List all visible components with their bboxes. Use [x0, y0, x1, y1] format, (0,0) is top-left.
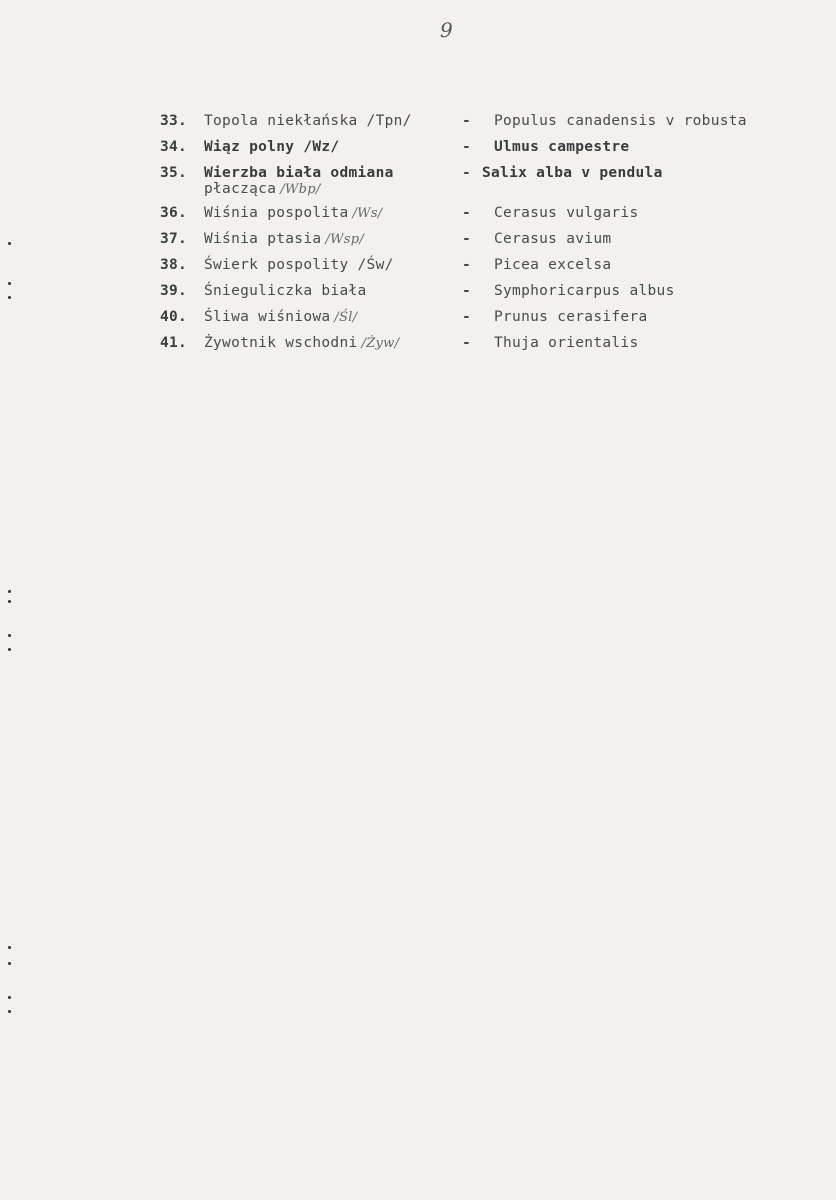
margin-speck: [8, 648, 11, 651]
handwritten-code: /Ws/: [352, 206, 383, 221]
margin-speck: [8, 996, 11, 999]
list-item-41: [160, 330, 800, 356]
latin-name: Salix alba v pendula: [482, 165, 663, 181]
handwritten-code: /Wbp/: [280, 182, 321, 197]
entry-number: 35.: [160, 165, 188, 181]
polish-name: Wierzba biała odmiana: [204, 165, 394, 181]
latin-name: Thuja orientalis: [494, 335, 639, 351]
list-item-34: [160, 134, 800, 160]
handwritten-code: /Żyw/: [361, 336, 400, 351]
entry-number: 40.: [160, 309, 188, 325]
latin-name: Ulmus campestre: [494, 139, 630, 155]
species-list: [160, 108, 800, 356]
polish-name: Śnieguliczka biała: [204, 283, 367, 299]
separator-dash: -: [462, 283, 472, 299]
latin-name: Symphoricarpus albus: [494, 283, 675, 299]
list-item-36: [160, 200, 800, 226]
entry-number: 38.: [160, 257, 188, 273]
separator-dash: -: [462, 335, 472, 351]
polish-name-line2: [204, 176, 321, 203]
list-item-37: [160, 226, 800, 252]
margin-speck: [8, 1010, 11, 1013]
polish-name: Topola niekłańska /Tpn/: [204, 113, 412, 129]
list-item-38: [160, 252, 800, 278]
separator-dash: -: [462, 139, 472, 155]
entry-number: 41.: [160, 335, 188, 351]
margin-speck: [8, 946, 11, 949]
list-item-40: [160, 304, 800, 330]
separator-dash: -: [462, 165, 472, 181]
polish-name-continuation: płacząca: [204, 181, 277, 197]
polish-name-group: [204, 200, 382, 227]
margin-speck: [8, 282, 11, 285]
polish-name-group: [204, 330, 399, 357]
separator-dash: -: [462, 231, 472, 247]
page-number: 9: [440, 18, 453, 42]
margin-speck: [8, 242, 11, 245]
entry-number: 39.: [160, 283, 188, 299]
list-item-33: [160, 108, 800, 134]
margin-speck: [8, 962, 11, 965]
polish-name: Śliwa wiśniowa: [204, 309, 331, 325]
polish-name: Wiśnia pospolita: [204, 205, 349, 221]
separator-dash: -: [462, 205, 472, 221]
margin-speck: [8, 296, 11, 299]
polish-name: Żywotnik wschodni: [204, 335, 358, 351]
handwritten-code: /Śl/: [334, 310, 358, 325]
polish-name-group: [204, 304, 357, 331]
separator-dash: -: [462, 309, 472, 325]
polish-name: Wiśnia ptasia: [204, 231, 322, 247]
entry-number: 34.: [160, 139, 188, 155]
polish-name: Świerk pospolity /Św/: [204, 257, 394, 273]
separator-dash: -: [462, 257, 472, 273]
handwritten-code: /Wsp/: [325, 232, 365, 247]
latin-name: Cerasus vulgaris: [494, 205, 639, 221]
latin-name: Picea excelsa: [494, 257, 612, 273]
margin-speck: [8, 634, 11, 637]
entry-number: 37.: [160, 231, 188, 247]
margin-speck: [8, 600, 11, 603]
latin-name: Prunus cerasifera: [494, 309, 648, 325]
polish-name-group: [204, 226, 364, 253]
latin-name: Populus canadensis v robusta: [494, 113, 747, 129]
entry-number: 36.: [160, 205, 188, 221]
latin-name: Cerasus avium: [494, 231, 612, 247]
list-item-39: [160, 278, 800, 304]
entry-number: 33.: [160, 113, 188, 129]
separator-dash: -: [462, 113, 472, 129]
list-item-35: [160, 160, 800, 200]
polish-name: Wiąz polny /Wz/: [204, 139, 340, 155]
margin-speck: [8, 590, 11, 593]
